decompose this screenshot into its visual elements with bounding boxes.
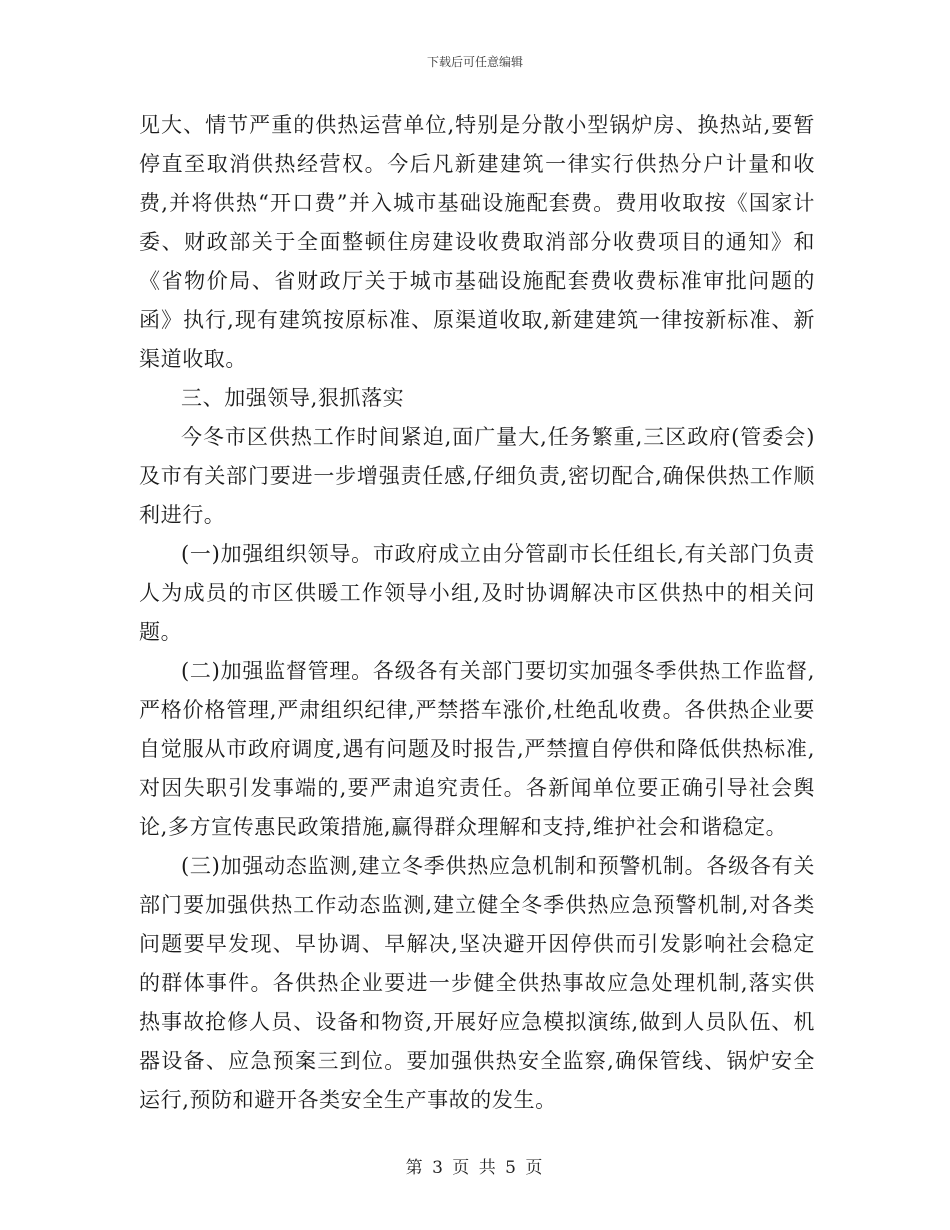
page-number: 第 3 页 共 5 页 [405,1158,545,1178]
paragraph-item-3: (三)加强动态监测,建立冬季供热应急机制和预警机制。各级各有关部门要加强供热工作动态监测,建立健全冬季供热应急预警机制,对各类问题要早发现、早协调、早解决,坚决避开因停供而引发影响社会稳定的群体事件。各供热企业要进一步健全供热事故应急处理机制,落实供热事故抢修人员、设备和物资,开展好应急模拟演练,做到人员队伍、机器设备、应急预案三到位。要加强供热安全监察,确保管线、锅炉安全运行,预防和避开各类安全生产事故的发生。 [139,854,815,1112]
paragraph-continuation: 见大、情节严重的供热运营单位,特别是分散小型锅炉房、换热站,要暂停直至取消供热经营权。今后凡新建建筑一律实行供热分户计量和收费,并将供热“开口费”并入城市基础设施配套费。费用收取按《国家计委、财政部关于全面整顿住房建设收费取消部分收费项目的通知》和《省物价局、省财政厅关于城市基础设施配套费收费标准审批问题的函》执行,现有建筑按原标准、原渠道收取,新建建筑一律按新标准、新渠道收取。 [139,113,815,371]
paragraph-item-1: (一)加强组织领导。市政府成立由分管副市长任组长,有关部门负责人为成员的市区供暖工作领导小组,及时协调解决市区供热中的相关问题。 [139,542,815,644]
paragraph-item-2: (二)加强监督管理。各级各有关部门要切实加强冬季供热工作监督,严格价格管理,严肃组织纪律,严禁搭车涨价,杜绝乱收费。各供热企业要自觉服从市政府调度,遇有问题及时报告,严禁擅自停供和降低供热标准,对因失职引发事端的,要严肃追究责任。各新闻单位要正确引导社会舆论,多方宣传惠民政策措施,赢得群众理解和支持,维护社会和谐稳定。 [139,659,815,839]
paragraph-intro: 今冬市区供热工作时间紧迫,面广量大,任务繁重,三区政府(管委会)及市有关部门要进一步增强责任感,仔细负责,密切配合,确保供热工作顺利进行。 [139,425,815,527]
page-header: 下载后可任意编辑 [426,55,523,69]
document-body [139,106,815,1120]
section-heading: 三、加强领导,狠抓落实 [181,386,405,410]
